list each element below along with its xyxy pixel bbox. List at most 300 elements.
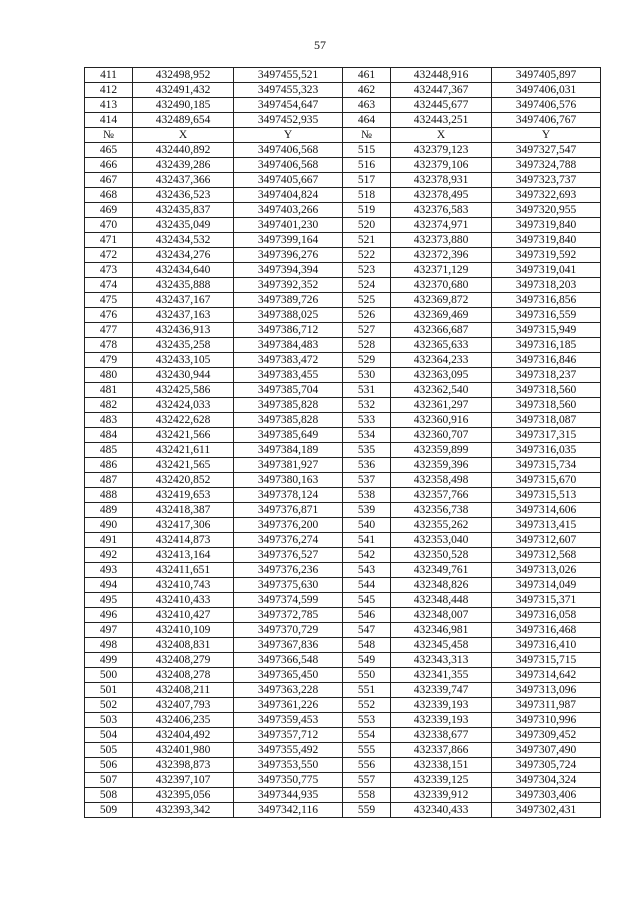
table-cell: 529 (343, 353, 391, 368)
table-cell: 3497324,788 (492, 158, 601, 173)
table-cell: 466 (85, 158, 133, 173)
table-cell: 432369,469 (391, 308, 492, 323)
table-cell: 3497318,203 (492, 278, 601, 293)
header-cell: X (133, 128, 234, 143)
table-cell: 3497406,568 (234, 143, 343, 158)
table-cell: 3497327,547 (492, 143, 601, 158)
page-number: 57 (314, 38, 326, 52)
table-cell: 3497311,987 (492, 698, 601, 713)
table-cell: 505 (85, 743, 133, 758)
table-cell: 432414,873 (133, 533, 234, 548)
table-cell: 432376,583 (391, 203, 492, 218)
table-cell: 432339,747 (391, 683, 492, 698)
table-row (85, 743, 601, 758)
table-cell: 432379,106 (391, 158, 492, 173)
table-cell: 486 (85, 458, 133, 473)
table-cell: 3497376,200 (234, 518, 343, 533)
table-row (85, 158, 601, 173)
table-cell: 542 (343, 548, 391, 563)
table-cell: 477 (85, 323, 133, 338)
table-cell: 432422,628 (133, 413, 234, 428)
table-cell: 3497367,836 (234, 638, 343, 653)
table-cell: 432445,677 (391, 98, 492, 113)
table-cell: 432419,653 (133, 488, 234, 503)
table-cell: 432356,738 (391, 503, 492, 518)
table-cell: 432490,185 (133, 98, 234, 113)
table-cell: 3497316,856 (492, 293, 601, 308)
table-row (85, 668, 601, 683)
table-cell: 3497305,724 (492, 758, 601, 773)
table-cell: 3497316,559 (492, 308, 601, 323)
table-cell: 550 (343, 668, 391, 683)
table-cell: 432362,540 (391, 383, 492, 398)
table-cell: 3497383,455 (234, 368, 343, 383)
table-row (85, 578, 601, 593)
table-cell: 432404,492 (133, 728, 234, 743)
table-row (85, 83, 601, 98)
table-cell: 3497309,452 (492, 728, 601, 743)
table-row (85, 68, 601, 83)
table-cell: 432448,916 (391, 68, 492, 83)
table-cell: 432410,109 (133, 623, 234, 638)
table-cell: 3497406,568 (234, 158, 343, 173)
table-cell: 3497318,560 (492, 383, 601, 398)
table-row (85, 248, 601, 263)
table-row (85, 773, 601, 788)
table-cell: 506 (85, 758, 133, 773)
table-cell: 471 (85, 233, 133, 248)
table-cell: 432378,495 (391, 188, 492, 203)
table-cell: 432359,899 (391, 443, 492, 458)
table-cell: 3497406,767 (492, 113, 601, 128)
table-row (85, 338, 601, 353)
table-cell: 3497455,521 (234, 68, 343, 83)
table-cell: 3497307,490 (492, 743, 601, 758)
table-cell: 432443,251 (391, 113, 492, 128)
table-cell: 432410,433 (133, 593, 234, 608)
table-row (85, 143, 601, 158)
table-row (85, 758, 601, 773)
table-cell: 3497394,394 (234, 263, 343, 278)
table-cell: 432408,831 (133, 638, 234, 653)
table-cell: 3497404,824 (234, 188, 343, 203)
table-cell: 3497355,492 (234, 743, 343, 758)
table-cell: 502 (85, 698, 133, 713)
table-cell: 432348,448 (391, 593, 492, 608)
table-row (85, 788, 601, 803)
table-cell: 3497314,642 (492, 668, 601, 683)
table-cell: 3497365,450 (234, 668, 343, 683)
table-cell: 548 (343, 638, 391, 653)
table-cell: 501 (85, 683, 133, 698)
table-cell: 3497313,026 (492, 563, 601, 578)
table-cell: 521 (343, 233, 391, 248)
table-cell: 432437,366 (133, 173, 234, 188)
table-cell: 432434,532 (133, 233, 234, 248)
table-cell: 432374,971 (391, 218, 492, 233)
table-cell: 537 (343, 473, 391, 488)
table-cell: 3497375,630 (234, 578, 343, 593)
table-cell: 3497405,667 (234, 173, 343, 188)
table-row (85, 593, 601, 608)
table-cell: 3497310,996 (492, 713, 601, 728)
table-row (85, 518, 601, 533)
table-cell: 432434,276 (133, 248, 234, 263)
table-cell: 496 (85, 608, 133, 623)
coordinates-table-body (85, 68, 601, 818)
table-cell: 3497344,935 (234, 788, 343, 803)
table-cell: 432437,163 (133, 308, 234, 323)
table-cell: 3497342,116 (234, 803, 343, 818)
table-cell: 432346,981 (391, 623, 492, 638)
table-cell: 432365,633 (391, 338, 492, 353)
table-cell: 556 (343, 758, 391, 773)
table-cell: 432417,306 (133, 518, 234, 533)
table-cell: 545 (343, 593, 391, 608)
table-row (85, 728, 601, 743)
table-row (85, 113, 601, 128)
table-cell: 3497399,164 (234, 233, 343, 248)
table-cell: 3497319,041 (492, 263, 601, 278)
table-cell: 3497353,550 (234, 758, 343, 773)
table-cell: 3497383,472 (234, 353, 343, 368)
table-cell: 509 (85, 803, 133, 818)
table-cell: 3497318,087 (492, 413, 601, 428)
table-cell: 540 (343, 518, 391, 533)
table-row (85, 548, 601, 563)
table-cell: 3497315,715 (492, 653, 601, 668)
table-cell: 508 (85, 788, 133, 803)
table-cell: 432341,355 (391, 668, 492, 683)
table-cell: 533 (343, 413, 391, 428)
table-cell: 538 (343, 488, 391, 503)
table-cell: 494 (85, 578, 133, 593)
table-cell: 474 (85, 278, 133, 293)
table-cell: 432424,033 (133, 398, 234, 413)
table-cell: 432401,980 (133, 743, 234, 758)
table-cell: 432407,793 (133, 698, 234, 713)
table-cell: 3497318,237 (492, 368, 601, 383)
table-cell: 523 (343, 263, 391, 278)
table-cell: 3497381,927 (234, 458, 343, 473)
table-cell: 3497319,840 (492, 218, 601, 233)
table-cell: 3497392,352 (234, 278, 343, 293)
table-cell: 530 (343, 368, 391, 383)
table-row (85, 413, 601, 428)
table-cell: 432436,913 (133, 323, 234, 338)
table-row (85, 98, 601, 113)
table-cell: 526 (343, 308, 391, 323)
table-cell: 432378,931 (391, 173, 492, 188)
table-cell: 3497376,871 (234, 503, 343, 518)
table-cell: 536 (343, 458, 391, 473)
table-cell: 3497376,527 (234, 548, 343, 563)
table-cell: 518 (343, 188, 391, 203)
table-cell: 475 (85, 293, 133, 308)
table-row (85, 383, 601, 398)
table-cell: 3497366,548 (234, 653, 343, 668)
table-cell: 557 (343, 773, 391, 788)
table-row (85, 218, 601, 233)
table-cell: 432421,566 (133, 428, 234, 443)
table-cell: 488 (85, 488, 133, 503)
table-cell: 3497403,266 (234, 203, 343, 218)
table-cell: 558 (343, 788, 391, 803)
table-cell: 432372,396 (391, 248, 492, 263)
table-cell: 432421,565 (133, 458, 234, 473)
table-cell: 432439,286 (133, 158, 234, 173)
table-row (85, 458, 601, 473)
table-cell: 432435,888 (133, 278, 234, 293)
table-cell: 432364,233 (391, 353, 492, 368)
table-cell: 3497319,840 (492, 233, 601, 248)
table-cell: 3497322,693 (492, 188, 601, 203)
table-cell: 432498,952 (133, 68, 234, 83)
table-cell: 531 (343, 383, 391, 398)
table-row (85, 473, 601, 488)
table-cell: 432350,528 (391, 548, 492, 563)
table-cell: 432437,167 (133, 293, 234, 308)
table-cell: 3497314,606 (492, 503, 601, 518)
table-row (85, 443, 601, 458)
table-cell: 432358,498 (391, 473, 492, 488)
header-cell: X (391, 128, 492, 143)
table-cell: 432348,007 (391, 608, 492, 623)
table-cell: 3497313,096 (492, 683, 601, 698)
table-cell: 3497315,949 (492, 323, 601, 338)
table-cell: 478 (85, 338, 133, 353)
table-cell: 3497401,230 (234, 218, 343, 233)
table-cell: 3497380,163 (234, 473, 343, 488)
table-cell: 432363,095 (391, 368, 492, 383)
header-cell: № (343, 128, 391, 143)
table-row (85, 653, 601, 668)
table-cell: 3497320,955 (492, 203, 601, 218)
table-cell: 432425,586 (133, 383, 234, 398)
table-cell: 544 (343, 578, 391, 593)
table-cell: 495 (85, 593, 133, 608)
table-cell: 498 (85, 638, 133, 653)
table-cell: 527 (343, 323, 391, 338)
table-cell: 524 (343, 278, 391, 293)
table-row (85, 203, 601, 218)
table-row (85, 488, 601, 503)
table-row (85, 533, 601, 548)
table-cell: 3497314,049 (492, 578, 601, 593)
table-cell: 432393,342 (133, 803, 234, 818)
table-cell: 516 (343, 158, 391, 173)
table-cell: 432373,880 (391, 233, 492, 248)
table-cell: 479 (85, 353, 133, 368)
table-cell: 3497385,649 (234, 428, 343, 443)
table-row (85, 263, 601, 278)
table-cell: 432360,707 (391, 428, 492, 443)
table-cell: 3497350,775 (234, 773, 343, 788)
table-cell: 432491,432 (133, 83, 234, 98)
table-row (85, 503, 601, 518)
table-cell: 534 (343, 428, 391, 443)
table-cell: 3497315,513 (492, 488, 601, 503)
table-cell: 3497312,568 (492, 548, 601, 563)
table-cell: 432395,056 (133, 788, 234, 803)
table-cell: 432430,944 (133, 368, 234, 383)
table-cell: 432408,278 (133, 668, 234, 683)
table-cell: 489 (85, 503, 133, 518)
table-cell: 432338,151 (391, 758, 492, 773)
table-cell: 3497406,576 (492, 98, 601, 113)
table-cell: 432397,107 (133, 773, 234, 788)
table-cell: 432345,458 (391, 638, 492, 653)
table-cell: 3497302,431 (492, 803, 601, 818)
table-cell: 528 (343, 338, 391, 353)
table-cell: 3497312,607 (492, 533, 601, 548)
table-cell: 532 (343, 398, 391, 413)
table-cell: 3497378,124 (234, 488, 343, 503)
table-cell: 432433,105 (133, 353, 234, 368)
table-cell: 3497376,236 (234, 563, 343, 578)
header-cell: № (85, 128, 133, 143)
table-cell: 470 (85, 218, 133, 233)
table-cell: 484 (85, 428, 133, 443)
table-cell: 432339,193 (391, 713, 492, 728)
table-cell: 3497315,371 (492, 593, 601, 608)
table-cell: 3497359,453 (234, 713, 343, 728)
table-cell: 432360,916 (391, 413, 492, 428)
table-cell: 555 (343, 743, 391, 758)
table-cell: 432337,866 (391, 743, 492, 758)
table-cell: 503 (85, 713, 133, 728)
table-row (85, 608, 601, 623)
header-cell: Y (234, 128, 343, 143)
table-cell: 432339,125 (391, 773, 492, 788)
table-cell: 432489,654 (133, 113, 234, 128)
table-cell: 473 (85, 263, 133, 278)
table-cell: 493 (85, 563, 133, 578)
table-cell: 461 (343, 68, 391, 83)
table-cell: 519 (343, 203, 391, 218)
table-cell: 467 (85, 173, 133, 188)
table-cell: 3497452,935 (234, 113, 343, 128)
table-row (85, 308, 601, 323)
table-cell: 432413,164 (133, 548, 234, 563)
table-cell: 432435,837 (133, 203, 234, 218)
table-cell: 432408,279 (133, 653, 234, 668)
table-cell: 552 (343, 698, 391, 713)
table-cell: 468 (85, 188, 133, 203)
table-cell: 3497361,226 (234, 698, 343, 713)
table-cell: 463 (343, 98, 391, 113)
table-cell: 481 (85, 383, 133, 398)
table-cell: 432340,433 (391, 803, 492, 818)
table-cell: 3497316,185 (492, 338, 601, 353)
table-cell: 3497384,189 (234, 443, 343, 458)
table-cell: 517 (343, 173, 391, 188)
table-cell: 554 (343, 728, 391, 743)
table-cell: 553 (343, 713, 391, 728)
table-cell: 3497357,712 (234, 728, 343, 743)
table-cell: 3497388,025 (234, 308, 343, 323)
table-cell: 3497385,704 (234, 383, 343, 398)
table-cell: 539 (343, 503, 391, 518)
table-cell: 412 (85, 83, 133, 98)
table-cell: 432420,852 (133, 473, 234, 488)
table-cell: 432359,396 (391, 458, 492, 473)
table-cell: 432436,523 (133, 188, 234, 203)
table-cell: 547 (343, 623, 391, 638)
table-cell: 432343,313 (391, 653, 492, 668)
table-cell: 485 (85, 443, 133, 458)
table-cell: 3497316,035 (492, 443, 601, 458)
table-cell: 3497315,670 (492, 473, 601, 488)
table-cell: 3497316,058 (492, 608, 601, 623)
table-cell: 432338,677 (391, 728, 492, 743)
table-cell: 414 (85, 113, 133, 128)
table-cell: 3497316,410 (492, 638, 601, 653)
table-cell: 432434,640 (133, 263, 234, 278)
table-cell: 497 (85, 623, 133, 638)
table-cell: 499 (85, 653, 133, 668)
table-cell: 482 (85, 398, 133, 413)
table-cell: 3497406,031 (492, 83, 601, 98)
table-cell: 432348,826 (391, 578, 492, 593)
table-cell: 3497405,897 (492, 68, 601, 83)
table-cell: 507 (85, 773, 133, 788)
table-cell: 432411,651 (133, 563, 234, 578)
table-cell: 432435,049 (133, 218, 234, 233)
table-cell: 432369,872 (391, 293, 492, 308)
table-cell: 3497313,415 (492, 518, 601, 533)
table-cell: 432410,743 (133, 578, 234, 593)
table-cell: 515 (343, 143, 391, 158)
table-cell: 411 (85, 68, 133, 83)
table-row (85, 623, 601, 638)
table-cell: 476 (85, 308, 133, 323)
table-cell: 3497384,483 (234, 338, 343, 353)
table-cell: 3497386,712 (234, 323, 343, 338)
table-cell: 432447,367 (391, 83, 492, 98)
table-row (85, 173, 601, 188)
table-cell: 432339,193 (391, 698, 492, 713)
table-cell: 3497454,647 (234, 98, 343, 113)
table-cell: 559 (343, 803, 391, 818)
table-cell: 432353,040 (391, 533, 492, 548)
table-cell: 3497385,828 (234, 398, 343, 413)
table-cell: 3497323,737 (492, 173, 601, 188)
table-cell: 3497455,323 (234, 83, 343, 98)
table-cell: 432357,766 (391, 488, 492, 503)
table-cell: 546 (343, 608, 391, 623)
table-cell: 491 (85, 533, 133, 548)
table-cell: 3497385,828 (234, 413, 343, 428)
table-cell: 487 (85, 473, 133, 488)
table-cell: 3497370,729 (234, 623, 343, 638)
table-row (85, 563, 601, 578)
table-cell: 3497316,468 (492, 623, 601, 638)
table-cell: 432379,123 (391, 143, 492, 158)
table-cell: 535 (343, 443, 391, 458)
table-cell: 492 (85, 548, 133, 563)
table-cell: 432361,297 (391, 398, 492, 413)
table-cell: 500 (85, 668, 133, 683)
table-cell: 472 (85, 248, 133, 263)
table-cell: 520 (343, 218, 391, 233)
table-cell: 3497396,276 (234, 248, 343, 263)
table-cell: 3497363,228 (234, 683, 343, 698)
table-cell: 432366,687 (391, 323, 492, 338)
table-cell: 432349,761 (391, 563, 492, 578)
table-row (85, 323, 601, 338)
table-cell: 3497374,599 (234, 593, 343, 608)
